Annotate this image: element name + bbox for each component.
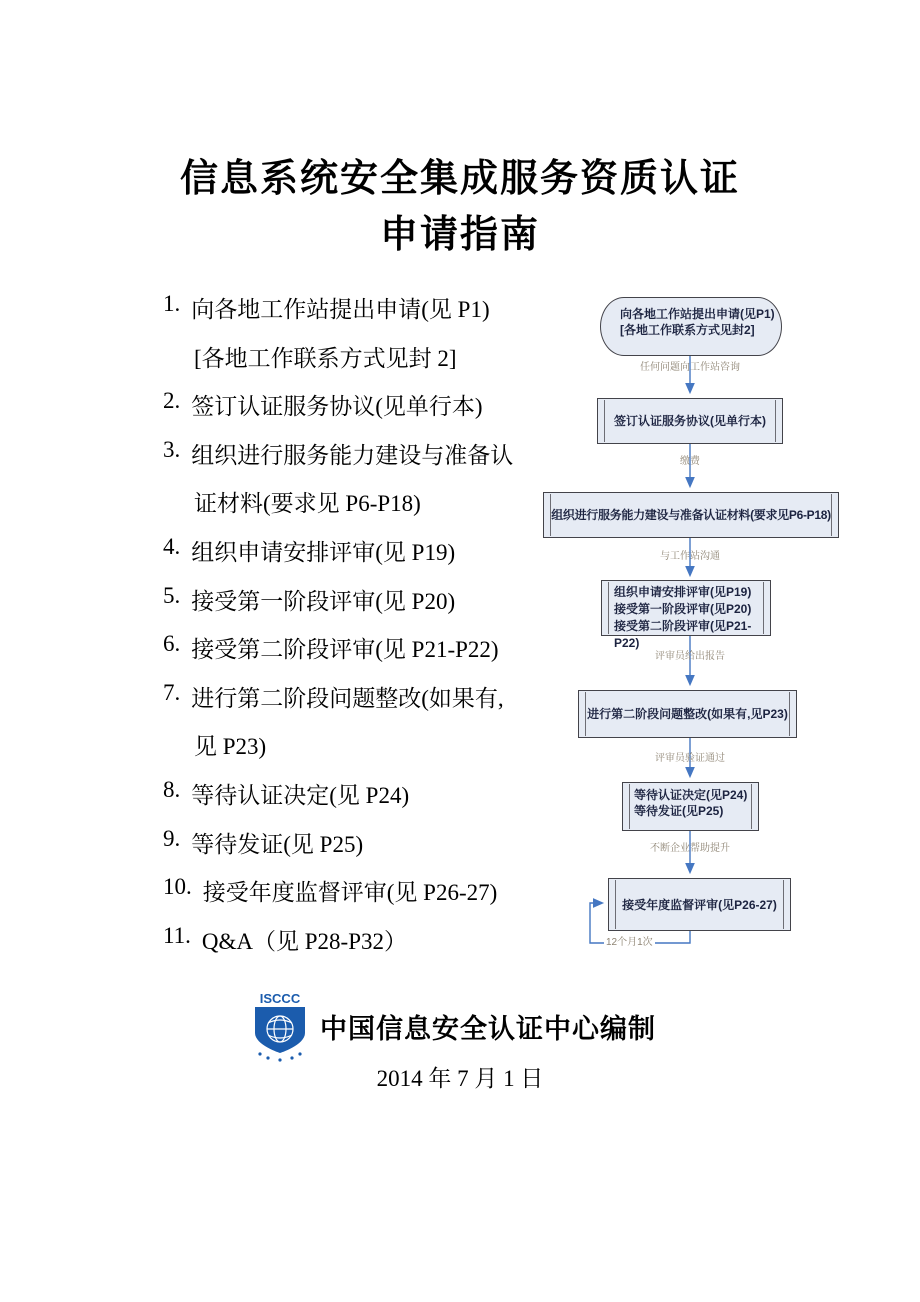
list-item-1-cont xyxy=(163,340,555,389)
list-number: 10. xyxy=(163,874,192,900)
list-item-5 xyxy=(163,583,555,632)
flow-node-review-stages xyxy=(601,580,771,650)
edge-label-continuous-improvement: 不断企业帮助提升 xyxy=(650,843,730,854)
list-text: 接受年度监督评审(见 P26-27) xyxy=(202,880,498,906)
list-number: 11. xyxy=(163,922,191,948)
flow-node-apply xyxy=(600,297,782,356)
title-line-1: 信息系统安全集成服务资质认证 xyxy=(179,156,740,200)
list-text: 向各地工作站提出申请(见 P1) xyxy=(191,297,490,322)
list-item-10 xyxy=(163,874,555,923)
flow-node-apply-line2: [各地工作联系方式见封2] xyxy=(620,323,755,337)
list-text: 证材料(要求见 P6-P18) xyxy=(194,491,421,517)
list-number: 7. xyxy=(163,679,181,705)
isccc-logo xyxy=(250,991,310,1063)
flow-node-annual-review-text: 接受年度监督评审(见P26-27) xyxy=(622,897,777,912)
list-text: [各地工作联系方式见封 2] xyxy=(194,345,457,371)
edge-label-pay-fee: 缴费 xyxy=(680,456,700,467)
flow-node-await-decision xyxy=(622,782,759,831)
flow-node-apply-line1: 向各地工作站提出申请(见P1) xyxy=(620,307,775,321)
list-text: 组织进行服务能力建设与准备认 xyxy=(191,442,514,468)
list-number: 4. xyxy=(163,533,181,559)
list-item-11 xyxy=(163,923,555,972)
flow-node-capability-build xyxy=(543,492,839,538)
steps-list xyxy=(163,291,555,971)
list-text: 接受第二阶段评审(见 P21-P22) xyxy=(191,637,499,663)
list-item-9 xyxy=(163,826,555,875)
list-item-1 xyxy=(163,291,555,340)
list-item-7-cont xyxy=(163,728,555,777)
list-number: 3. xyxy=(163,436,181,462)
flow-node-rectification-text: 进行第二阶段问题整改(如果有,见P23) xyxy=(587,707,788,721)
flow-node-await-decision-line2: 等待发证(见P25) xyxy=(634,804,724,818)
list-number: 8. xyxy=(163,776,181,802)
list-text: 等待发证(见 P25) xyxy=(191,831,364,857)
flow-node-review-stages-line2: 接受第一阶段评审(见P20) xyxy=(614,602,752,616)
list-item-7 xyxy=(163,680,555,729)
list-item-8 xyxy=(163,777,555,826)
document-title xyxy=(0,150,920,262)
edge-label-assessor-report: 评审员给出报告 xyxy=(655,651,725,662)
list-number: 2. xyxy=(163,388,181,414)
list-item-3 xyxy=(163,437,555,486)
edge-label-communicate: 与工作站沟通 xyxy=(660,551,720,562)
publication-date: 2014 年 7 月 1 日 xyxy=(376,1066,544,1091)
list-text: Q&A（见 P28-P32） xyxy=(201,928,408,954)
list-item-6 xyxy=(163,631,555,680)
isccc-logo-text: ISCCC xyxy=(259,991,301,1006)
list-number: 1. xyxy=(163,291,181,316)
list-text: 签订认证服务协议(见单行本) xyxy=(191,394,483,420)
list-item-4 xyxy=(163,534,555,583)
edge-label-every-12-months: 12个月1次 xyxy=(606,937,653,948)
list-number: 5. xyxy=(163,582,181,608)
flow-node-annual-review xyxy=(608,878,791,931)
edge-label-verification-passed: 评审员验证通过 xyxy=(655,753,725,764)
list-text: 见 P23) xyxy=(194,734,267,760)
title-line-2: 申请指南 xyxy=(379,212,540,256)
list-item-3-cont xyxy=(163,485,555,534)
list-text: 接受第一阶段评审(见 P20) xyxy=(191,588,456,614)
list-number: 6. xyxy=(163,631,181,657)
list-number: 9. xyxy=(163,825,181,851)
flow-node-sign-agreement xyxy=(597,398,783,444)
flow-node-rectification xyxy=(578,690,797,738)
list-text: 组织申请安排评审(见 P19) xyxy=(191,539,456,565)
list-text: 进行第二阶段问题整改(如果有, xyxy=(191,685,504,711)
list-text: 等待认证决定(见 P24) xyxy=(191,782,410,808)
flow-node-capability-build-text: 组织进行服务能力建设与准备认证材料(要求见P6-P18) xyxy=(551,508,831,522)
list-item-2 xyxy=(163,388,555,437)
flow-node-review-stages-line3: 接受第二阶段评审(见P21-P22) xyxy=(614,619,752,650)
flow-node-await-decision-line1: 等待认证决定(见P24) xyxy=(634,788,748,802)
logo-shield xyxy=(255,1007,305,1053)
application-flowchart xyxy=(540,290,870,970)
flow-node-sign-agreement-text: 签订认证服务协议(见单行本) xyxy=(614,414,766,428)
flow-node-review-stages-line1: 组织申请安排评审(见P19) xyxy=(614,585,752,599)
edge-label-consult-workstation: 任何问题向工作站咨询 xyxy=(640,362,740,373)
issuing-organization: 中国信息安全认证中心编制 xyxy=(320,1014,656,1044)
logo-globe xyxy=(267,1016,293,1042)
